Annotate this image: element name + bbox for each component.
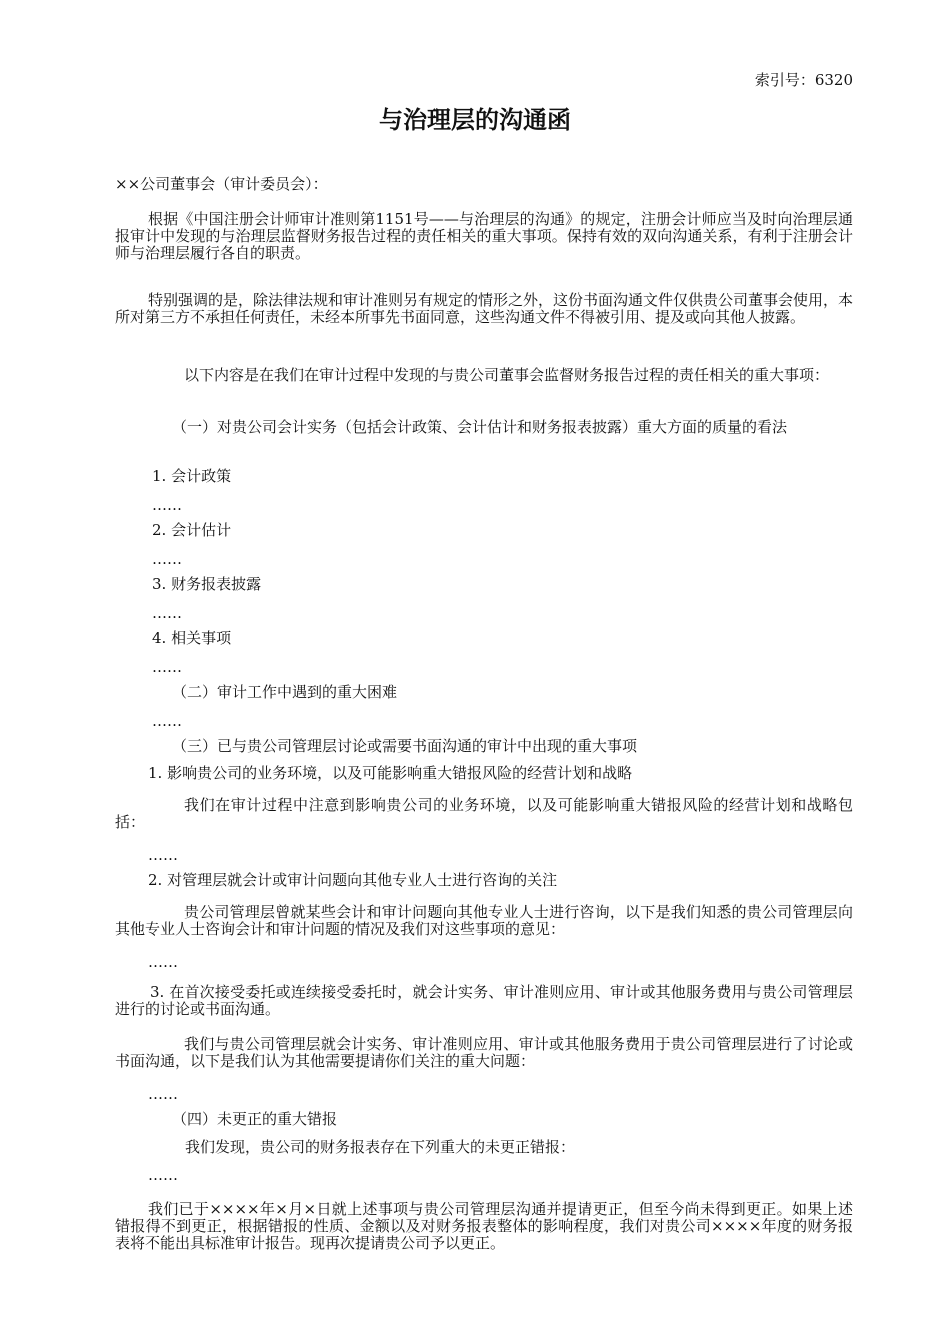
section3-item1-content: …… [148, 846, 178, 864]
section2-heading: （二）审计工作中遇到的重大困难 [172, 683, 398, 701]
section3-item1-label: 1. 影响贵公司的业务环境，以及可能影响重大错报风险的经营计划和战略 [148, 764, 633, 782]
section1-item-label: 4. 相关事项 [152, 629, 232, 647]
section3-item2-label: 2. 对管理层就会计或审计问题向其他专业人士进行咨询的关注 [148, 871, 558, 889]
section1-item-content: …… [152, 550, 182, 568]
emphasis-paragraph: 特别强调的是，除法律法规和审计准则另有规定的情形之外，这份书面沟通文件仅供贵公司董事会使用，本所对第三方不承担任何责任，未经本所事先书面同意，这些沟通文件不得被引用、提及或向其他人披露。 [115, 291, 854, 326]
section1-item-content: …… [152, 658, 182, 676]
section3-item3-text: 我们与贵公司管理层就会计实务、审计准则应用、审计或其他服务费用于贵公司管理层进行了讨论或书面沟通，以下是我们认为其他需要提请你们关注的重大问题： [115, 1035, 853, 1070]
section1-item-content: …… [152, 496, 182, 514]
section1-item-label: 3. 财务报表披露 [152, 575, 262, 593]
section3-item2-content: …… [148, 953, 178, 971]
section4-text: 我们发现，贵公司的财务报表存在下列重大的未更正错报： [185, 1138, 576, 1156]
section1-heading: （一）对贵公司会计实务（包括会计政策、会计估计和财务报表披露）重大方面的质量的看法 [172, 418, 788, 436]
section3-item2-text: 贵公司管理层曾就某些会计和审计问题向其他专业人士进行咨询，以下是我们知悉的贵公司管理层向其他专业人士咨询会计和审计问题的情况及我们对这些事项的意见： [115, 903, 853, 938]
section1-item-label: 2. 会计估计 [152, 521, 232, 539]
matters-intro-paragraph: 以下内容是在我们在审计过程中发现的与贵公司董事会监督财务报告过程的责任相关的重大事项： [184, 366, 830, 384]
intro-paragraph: 根据《中国注册会计师审计准则第1151号——与治理层的沟通》的规定，注册会计师应当及时向治理层通报审计中发现的与治理层监督财务报告过程的责任相关的重大事项。保持有效的双向沟通关系，有利于注册会计师与治理层履行各自的职责。 [115, 210, 853, 262]
section1-item-content: …… [152, 604, 182, 622]
section4-heading: （四）未更正的重大错报 [172, 1110, 338, 1128]
index-number: 索引号：6320 [754, 71, 853, 89]
section1-item-label: 1. 会计政策 [152, 467, 232, 485]
document-title: 与治理层的沟通函 [379, 106, 571, 134]
closing-paragraph: 我们已于××××年×月×日就上述事项与贵公司管理层沟通并提请更正，但至今尚未得到更正。如果上述错报得不到更正，根据错报的性质、金额以及对财务报表整体的影响程度，我们对贵公司××××年度的财务报表将不能出具标准审计报告。现再次提请贵公司予以更正。 [115, 1200, 853, 1252]
section3-item3-label: 3. 在首次接受委托或连续接受委托时，就会计实务、审计准则应用、审计或其他服务费用与贵公司管理层进行的讨论或书面沟通。 [115, 983, 853, 1018]
salutation: ××公司董事会（审计委员会）： [115, 175, 328, 193]
section3-item3-content: …… [148, 1085, 178, 1103]
section4-content: …… [148, 1166, 178, 1184]
section3-heading: （三）已与贵公司管理层讨论或需要书面沟通的审计中出现的重大事项 [172, 737, 638, 755]
section3-item1-text: 我们在审计过程中注意到影响贵公司的业务环境，以及可能影响重大错报风险的经营计划和战略包括： [115, 796, 853, 831]
section2-content: …… [152, 712, 182, 730]
